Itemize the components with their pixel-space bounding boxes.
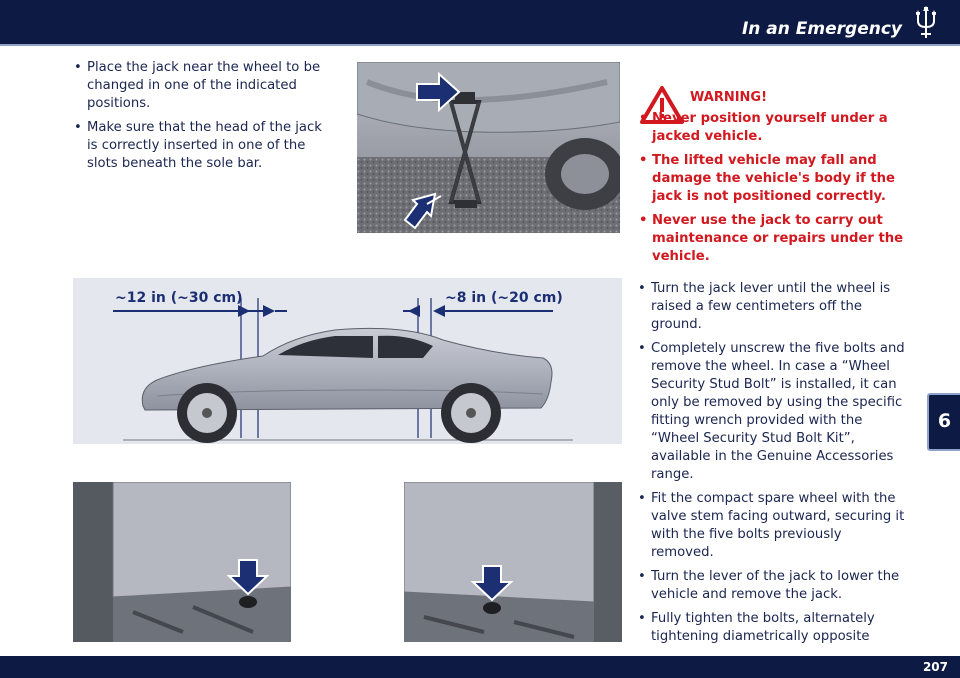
rear-dimension-label: ~8 in (~20 cm) bbox=[445, 290, 563, 306]
front-dimension-label: ~12 in (~30 cm) bbox=[115, 290, 243, 306]
jack-photo bbox=[357, 62, 620, 233]
warning-header bbox=[640, 86, 910, 108]
rear-jacking-point-photo bbox=[404, 482, 622, 642]
front-jacking-point-photo bbox=[73, 482, 291, 642]
header-rule bbox=[0, 44, 960, 46]
section-title: In an Emergency bbox=[741, 19, 902, 39]
list-item: • Never use the jack to carry out maintenance or repairs under the vehicle. bbox=[639, 212, 904, 266]
list-item: • The lifted vehicle may fall and damage the vehicle's body if the jack is not positioned correctly. bbox=[639, 152, 904, 206]
list-item: • Fit the compact spare wheel with the valve stem facing outward, securing it with the five bolts previously removed. bbox=[638, 490, 908, 562]
left-instructions bbox=[74, 59, 336, 179]
list-item: • Make sure that the head of the jack is correctly inserted in one of the slots beneath the sole bar. bbox=[74, 119, 336, 173]
page-number: 207 bbox=[922, 660, 948, 674]
trident-logo-icon bbox=[910, 5, 942, 41]
chapter-number: 6 bbox=[937, 410, 952, 432]
jacking-point-diagram bbox=[73, 278, 622, 444]
list-item: • Place the jack near the wheel to be changed in one of the indicated positions. bbox=[74, 59, 336, 113]
list-item: • Turn the jack lever until the wheel is raised a few centimeters off the ground. bbox=[638, 280, 908, 334]
page-header bbox=[0, 0, 960, 44]
list-item: • Never position yourself under a jacked vehicle. bbox=[639, 110, 904, 146]
page-footer bbox=[0, 656, 960, 678]
list-item: • Turn the lever of the jack to lower the vehicle and remove the jack. bbox=[638, 568, 908, 604]
list-item: • Fully tighten the bolts, alternately tightening diametrically opposite bbox=[638, 610, 908, 646]
list-item: • Completely unscrew the five bolts and remove the wheel. In case a “Wheel Security Stud Bolt” is installed, it can only be removed by using the specific fitting wrench provided with the “Wheel Security Stud Bolt Kit”, available in the Genuine Accessories range. bbox=[638, 340, 908, 484]
right-instructions bbox=[638, 280, 908, 652]
warning-list bbox=[639, 110, 904, 272]
warning-title: WARNING! bbox=[690, 90, 768, 105]
chapter-tab[interactable] bbox=[927, 393, 960, 451]
